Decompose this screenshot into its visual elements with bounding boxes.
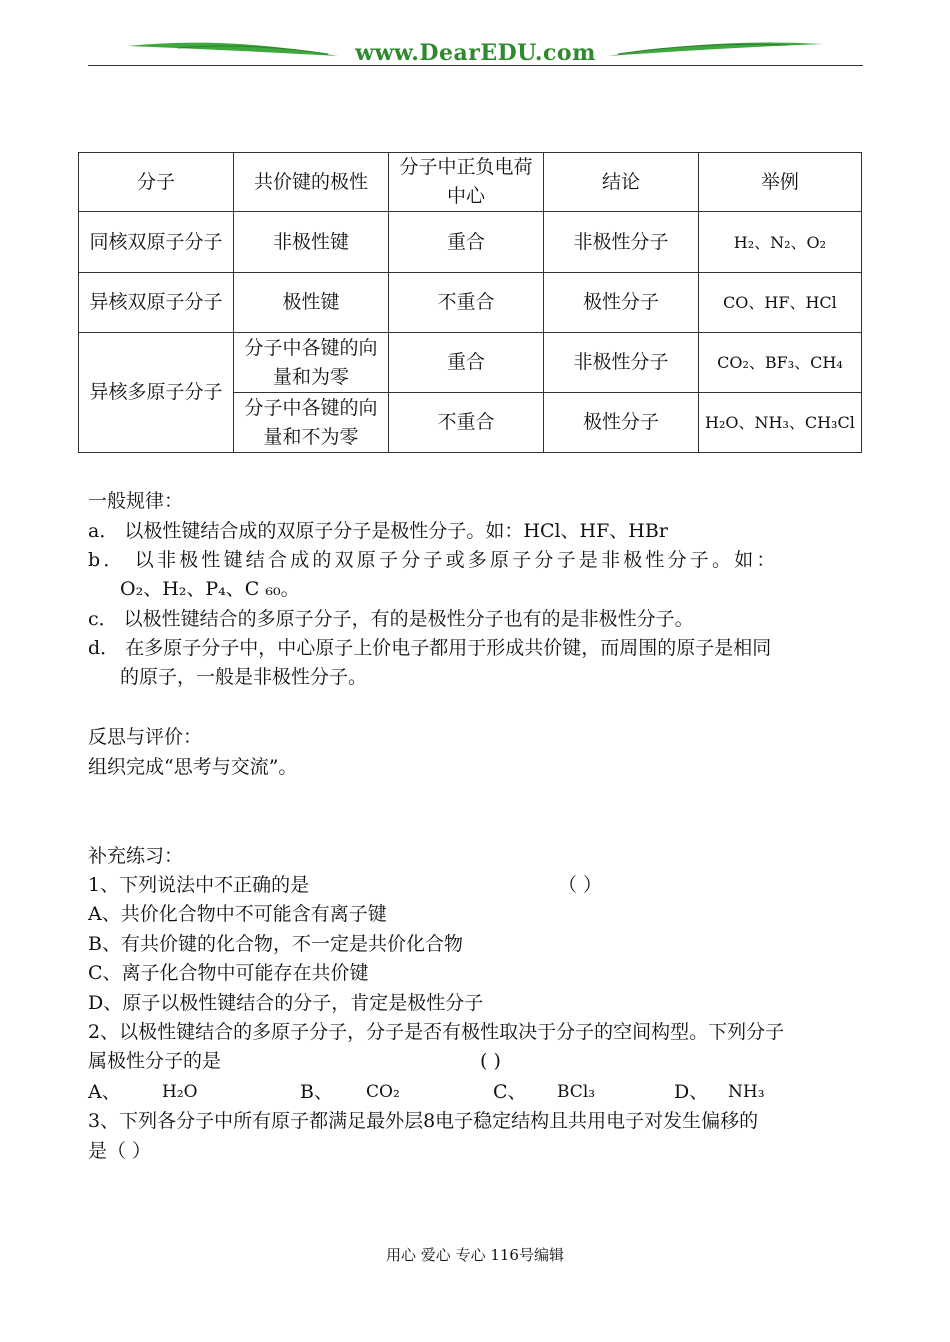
- center-cell: 不重合: [389, 273, 544, 333]
- header-cell: 分子中正负电荷中心: [389, 153, 544, 212]
- example-cell: H₂、N₂、O₂: [699, 212, 862, 273]
- molecule-cell: 异核双原子分子: [79, 273, 234, 333]
- q2-option-b-label: B、: [300, 1081, 333, 1103]
- reflection-title: 反思与评价：: [88, 726, 203, 748]
- header-cell: 结论: [544, 153, 699, 212]
- bond-cell: 非极性键: [234, 212, 389, 273]
- rule-d: d． 在多原子分子中，中心原子上价电子都用于形成共价键，而周围的原子是相同: [88, 637, 772, 659]
- q2-option-d-value: NH₃: [728, 1082, 765, 1102]
- page-footer: 用心 爱心 专心 116号编辑: [386, 1246, 564, 1264]
- rule-b-examples: O₂、H₂、P₄、C ₆₀。: [120, 578, 300, 600]
- conclusion-cell: 非极性分子: [544, 212, 699, 273]
- q1-option-c: C、离子化合物中可能存在共价键: [88, 962, 369, 984]
- exercises-title: 补充练习：: [88, 845, 184, 867]
- table-row: [79, 273, 862, 333]
- q2-option-c-label: C、: [493, 1081, 527, 1103]
- page-header: [88, 34, 863, 68]
- header-cell: 举例: [699, 153, 862, 212]
- rule-a: a． 以极性键结合成的双原子分子是极性分子。如：HCl、HF、HBr: [88, 520, 668, 542]
- q1-option-a: A、共价化合物中不可能含有离子键: [88, 903, 387, 925]
- q2-answer-blank: ( ): [480, 1050, 501, 1072]
- bond-cell: 分子中各键的向量和不为零: [234, 393, 389, 453]
- q2-option-a-value: H₂O: [162, 1082, 198, 1102]
- conclusion-cell: 非极性分子: [544, 333, 699, 393]
- q2-option-b-value: CO₂: [366, 1082, 400, 1102]
- conclusion-cell: 极性分子: [544, 273, 699, 333]
- q2-option-d-label: D、: [674, 1081, 709, 1103]
- table-header-row: [79, 153, 862, 212]
- header-rule: [88, 65, 863, 66]
- rule-c: c． 以极性键结合的多原子分子，有的是极性分子也有的是非极性分子。: [88, 608, 694, 630]
- header-cell: 分子: [79, 153, 234, 212]
- rule-d-cont: 的原子，一般是非极性分子。: [120, 666, 368, 688]
- bond-cell: 极性键: [234, 273, 389, 333]
- q1-stem: 1、下列说法中不正确的是: [88, 874, 310, 896]
- table-row: [79, 333, 862, 393]
- molecule-cell: 异核多原子分子: [79, 333, 234, 453]
- reflection-text: 组织完成“思考与交流”。: [88, 756, 298, 778]
- center-cell: 重合: [389, 333, 544, 393]
- q2-stem-cont: 属极性分子的是: [88, 1050, 222, 1072]
- q1-option-d: D、原子以极性键结合的分子，肯定是极性分子: [88, 992, 484, 1014]
- example-cell: CO₂、BF₃、CH₄: [699, 333, 862, 393]
- rule-b: b． 以非极性键结合成的双原子分子或多原子分子是非极性分子。如：: [88, 549, 779, 571]
- molecule-cell: 同核双原子分子: [79, 212, 234, 273]
- brand-logo-text: www.DearEDU.com: [355, 40, 596, 66]
- q2-option-c-value: BCl₃: [557, 1082, 596, 1102]
- example-cell: CO、HF、HCl: [699, 273, 862, 333]
- q2-stem: 2、以极性键结合的多原子分子，分子是否有极性取决于分子的空间构型。下列分子: [88, 1021, 785, 1043]
- header-cell: 共价键的极性: [234, 153, 389, 212]
- bond-cell: 分子中各键的向量和为零: [234, 333, 389, 393]
- center-cell: 不重合: [389, 393, 544, 453]
- q3-stem-cont: 是（ ）: [88, 1140, 152, 1162]
- q1-option-b: B、有共价键的化合物，不一定是共价化合物: [88, 933, 463, 955]
- table-row: [79, 212, 862, 273]
- molecule-polarity-table: [78, 152, 862, 453]
- rules-title: 一般规律：: [88, 490, 184, 512]
- conclusion-cell: 极性分子: [544, 393, 699, 453]
- example-cell: H₂O、NH₃、CH₃Cl: [699, 393, 862, 453]
- center-cell: 重合: [389, 212, 544, 273]
- q1-answer-blank: （ ）: [558, 874, 603, 896]
- q2-option-a-label: A、: [88, 1081, 121, 1103]
- q3-stem: 3、下列各分子中所有原子都满足最外层8电子稳定结构且共用电子对发生偏移的: [88, 1110, 759, 1132]
